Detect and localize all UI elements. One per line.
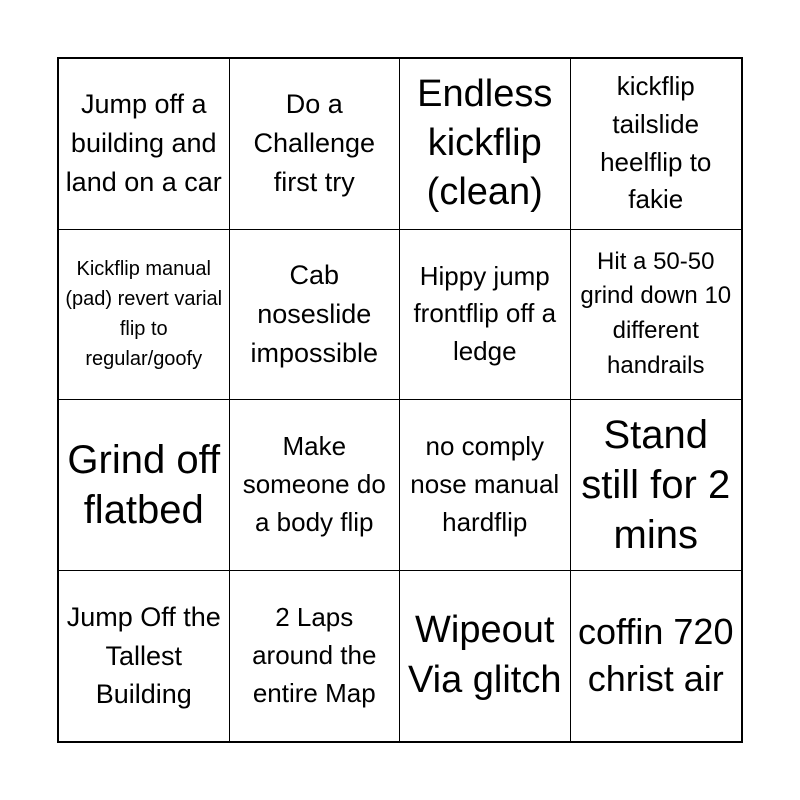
bingo-cell-r4c4[interactable] — [571, 571, 742, 742]
bingo-cell-text: Hippy jump frontflip off a ledge — [413, 260, 557, 367]
bingo-cell-text: Endless kickflip (clean) — [417, 72, 553, 214]
bingo-cell-r1c2[interactable] — [230, 59, 401, 230]
bingo-board — [57, 57, 743, 743]
bingo-cell-r3c4[interactable] — [571, 400, 742, 571]
bingo-cell-r2c2[interactable] — [230, 230, 401, 401]
bingo-cell-r3c3[interactable] — [400, 400, 571, 571]
bingo-cell-text: kickflip tailslide heelflip to fakie — [600, 71, 712, 215]
bingo-cell-text: Wipeout Via glitch — [407, 609, 562, 701]
bingo-cell-r4c2[interactable] — [230, 571, 401, 742]
bingo-cell-text: Hit a 50-50 grind down 10 different handrails — [580, 247, 732, 380]
bingo-cell-text: Stand still for 2 mins — [581, 412, 731, 557]
bingo-cell-r3c2[interactable] — [230, 400, 401, 571]
bingo-cell-r2c4[interactable] — [571, 230, 742, 401]
bingo-cell-r4c3[interactable] — [400, 571, 571, 742]
bingo-cell-r2c1[interactable] — [59, 230, 230, 401]
bingo-cell-r2c3[interactable] — [400, 230, 571, 401]
bingo-cell-r1c3[interactable] — [400, 59, 571, 230]
bingo-cell-text: Do a Challenge first try — [253, 89, 376, 198]
bingo-cell-r4c1[interactable] — [59, 571, 230, 742]
bingo-cell-r1c1[interactable] — [59, 59, 230, 230]
bingo-cell-text: Kickflip manual (pad) revert varial flip to regular/goofy — [65, 258, 223, 371]
bingo-cell-text: no comply nose manual hardflip — [410, 431, 560, 537]
bingo-cell-text: Grind off flatbed — [67, 437, 221, 532]
bingo-cell-r3c1[interactable] — [59, 400, 230, 571]
bingo-cell-text: Jump Off the Tallest Building — [66, 602, 221, 709]
bingo-cell-text: Make someone do a body flip — [242, 431, 386, 537]
bingo-cell-r1c4[interactable] — [571, 59, 742, 230]
bingo-cell-text: Cab noseslide impossible — [250, 259, 379, 368]
bingo-cell-text: coffin 720 christ air — [578, 610, 734, 699]
bingo-cell-text: 2 Laps around the entire Map — [252, 602, 377, 708]
bingo-cell-text: Jump off a building and land on a car — [65, 89, 222, 198]
